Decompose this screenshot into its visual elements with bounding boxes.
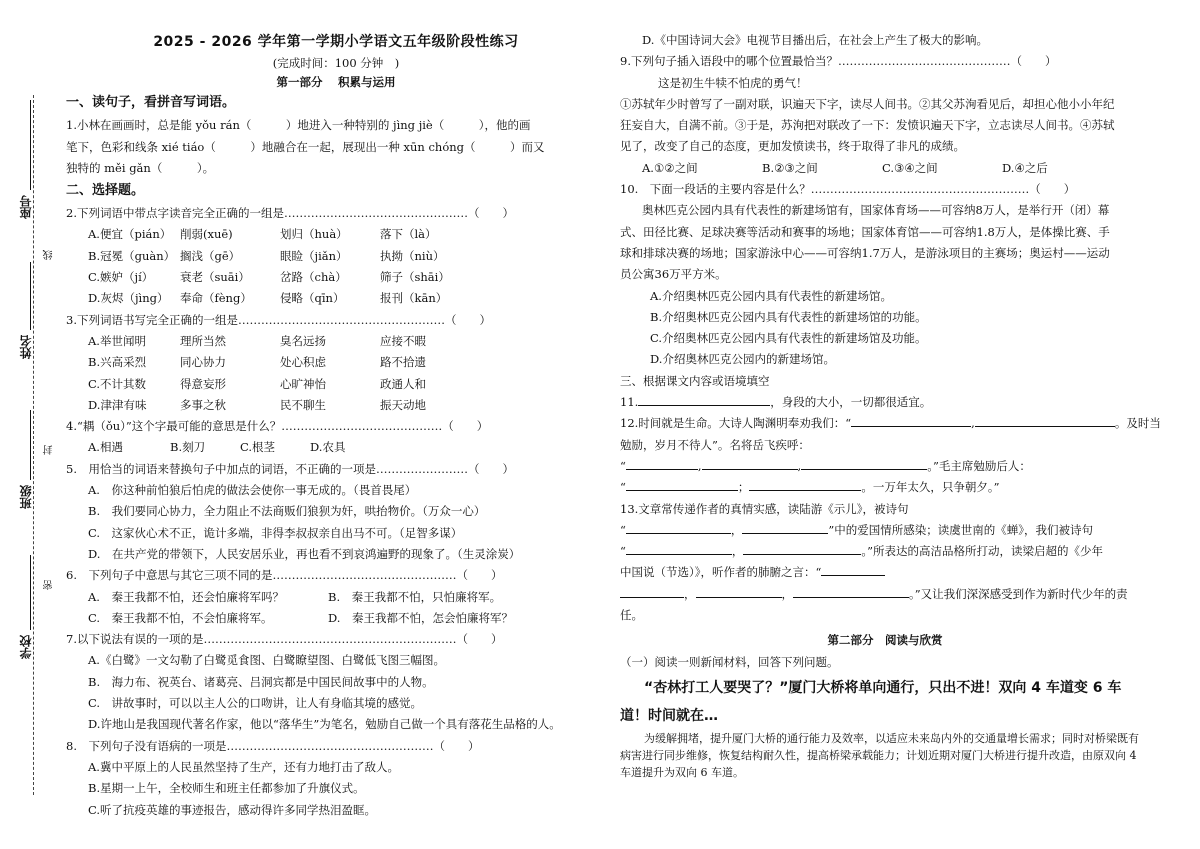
- section3-heading: 三、根据课文内容或语境填空: [620, 373, 770, 388]
- q12-line4: “ ； 。一万年太久，只争朝夕。”: [620, 480, 1000, 495]
- seat-field[interactable]: [30, 100, 32, 190]
- q12-blank-5[interactable]: [801, 457, 927, 470]
- q2-option-d[interactable]: D.灰烬（jìng） 奉命（fèng） 侵略（qīn） 报刊（kān）: [88, 291, 448, 306]
- q4-options[interactable]: A.相遇 B.刻刀 C.根茎 D.农具: [88, 440, 346, 455]
- q7-option-a[interactable]: A.《白鹭》一文勾勒了白鹭觅食图、白鹭瞭望图、白鹭低飞图三幅图。: [88, 653, 445, 668]
- school-label: 学校: [19, 635, 33, 659]
- part1-title: 第一部分 积累与运用: [276, 75, 396, 90]
- class-field[interactable]: [30, 410, 32, 480]
- q13-line6: 任。: [620, 608, 643, 623]
- q9-options[interactable]: A.①②之间 B.②③之间 C.③④之间 D.④之后: [642, 160, 1048, 175]
- q5-option-c[interactable]: C. 这家伙心术不正，诡计多端，非得李叔叔亲自出马不可。（足智多谋）: [88, 525, 463, 540]
- q2-option-c[interactable]: C.嫉妒（jí） 衰老（suāi） 岔路（chà） 筛子（shāi）: [88, 270, 450, 285]
- q9-stem: 9.下列句子插入语段中的哪个位置最恰当？………………………………………（ ）: [620, 54, 1057, 69]
- news-title-line2: 道！时间就在…: [620, 707, 718, 724]
- q8-option-c[interactable]: C.听了抗疫英雄的事迹报告，感动得许多同学热泪盈眶。: [88, 802, 377, 817]
- q13-line4: 中国说（节选）》，听作者的肺腑之言：“: [620, 562, 1150, 583]
- q13-blank-5[interactable]: [821, 563, 885, 576]
- q5-option-a[interactable]: A. 你这种前怕狼后怕虎的做法会使你一事无成的。（畏首畏尾）: [88, 483, 417, 498]
- q7-stem: 7.以下说法有误的一项的是…………………………………………………………（ ）: [66, 632, 503, 647]
- q10-para-4: 员公寓36万平方米。: [620, 267, 727, 282]
- seal-char-line: 线: [44, 250, 55, 260]
- seal-char-seal: 封: [44, 445, 55, 455]
- q3-option-c[interactable]: C.不计其数 得意妄形 心旷神怡 政通人和: [88, 376, 426, 391]
- section2-heading: 二、选择题。: [66, 183, 145, 199]
- q10-para-2: 式、田径比赛、足球决赛等活动和赛事的场地；国家体育馆——可容纳1.8万人，是体操比赛、手: [620, 224, 1110, 239]
- class-label: 班级: [19, 485, 33, 509]
- name-field[interactable]: [30, 262, 32, 330]
- q10-para-1: 奥林匹克公园内具有代表性的新建场馆有，国家体育场——可容纳8万人，是举行开（闭）幕: [642, 203, 1110, 218]
- name-label: 姓名: [19, 335, 33, 359]
- exam-time: (完成时间：100 分钟 ): [272, 56, 400, 71]
- q1-line1: 1.小林在画画时，总是能 yǒu rán（ ）地进入一种特别的 jìng jiè（ ），他的画: [66, 118, 531, 133]
- q7-option-b[interactable]: B. 海力布、祝英台、诸葛亮、吕洞宾都是中国民间故事中的人物。: [88, 674, 434, 689]
- q9-quote: 这是初生牛犊不怕虎的勇气！: [658, 75, 808, 90]
- q13-line2: “ ， ”中的爱国情所感染；读虞世南的《蝉》，我们被诗句: [620, 522, 1094, 537]
- q10-para-3: 球和排球决赛的场地；国家游泳中心——可容纳1.7万人，是游泳项目的主赛场；奥运村——运动: [620, 245, 1110, 260]
- q13-line5: ， ， 。”又让我们深深感受到作为新时代少年的责: [620, 584, 1150, 605]
- q12-line2: 勉励，岁月不待人”。名将岳飞疾呼：: [620, 437, 810, 452]
- q11: 11. ，身段的大小，一切都很适宜。: [620, 395, 932, 410]
- q12-blank-3[interactable]: [626, 457, 698, 470]
- q9-para-3: 见了，改变了自己的态度，更加发愤读书，终于取得了非凡的成绩。: [620, 139, 965, 154]
- q2-option-a[interactable]: A.便宜（pián） 削弱(xuē) 划归（huà） 落下（là）: [88, 227, 437, 242]
- q8-option-a[interactable]: A.冀中平原上的人民虽然坚持了生产，还有力地打击了敌人。: [88, 759, 399, 774]
- q13-line1: 13.文章常传递作者的真情实感，读陆游《示儿》，被诗句: [620, 501, 909, 516]
- q9-para-2: 狂妄自大，自满不前。③于是，苏洵把对联改了一下：发愤识遍天下字，立志读尽人间书。④苏轼: [620, 118, 1115, 133]
- q10-stem: 10. 下面一段话的主要内容是什么？…………………………………………………（ ）: [620, 182, 1076, 197]
- q13-blank-2[interactable]: [742, 521, 828, 534]
- q8-option-d[interactable]: D.《中国诗词大会》电视节目播出后，在社会上产生了极大的影响。: [642, 33, 988, 47]
- exam-title: 2025 - 2026 学年第一学期小学语文五年级阶段性练习: [153, 34, 519, 50]
- q3-option-b[interactable]: B.兴高采烈 同心协力 处心积虑 路不拾遗: [88, 355, 426, 370]
- q8-option-b[interactable]: B.星期一上午，全校师生和班主任都参加了升旗仪式。: [88, 781, 365, 796]
- q13-blank-8[interactable]: [793, 585, 909, 598]
- left-column: [66, 28, 606, 821]
- q13-blank-3[interactable]: [626, 542, 732, 555]
- q10-option-a[interactable]: A.介绍奥林匹克公园内具有代表性的新建场馆。: [650, 288, 892, 303]
- news-title-line1: “杏林打工人要哭了？”厦门大桥将单向通行，只出不进！双向 4 车道变 6 车: [644, 679, 1122, 696]
- q3-option-a[interactable]: A.举世闻明 理所当然 臭名远扬 应接不暇: [88, 333, 426, 348]
- q6-options-cd[interactable]: C. 秦王我都不怕，不会怕廉将军。 D. 秦王我都不怕，怎会怕廉将军？: [88, 610, 513, 625]
- q13-blank-7[interactable]: [696, 585, 782, 598]
- q2-stem: 2.下列词语中带点字读音完全正确的一组是…………………………………………（ ）: [66, 206, 514, 221]
- news-paragraph: 为缓解拥堵，提升厦门大桥的通行能力及效率，以适应未来岛内外的交通量增长需求；同时对桥梁既有病害进行同步维修，恢复结构耐久性，提高桥梁承载能力；计划近期对厦门大桥进行提升改造，由原双向 4 车道提升为双向 6 车道。: [620, 731, 1139, 779]
- q12-blank-6[interactable]: [626, 478, 738, 491]
- q13-blank-6[interactable]: [620, 585, 684, 598]
- q13-blank-1[interactable]: [626, 521, 731, 534]
- part2-title: 第二部分 阅读与欣赏: [827, 633, 943, 648]
- q7-option-c[interactable]: C. 讲故事时，可以以主人公的口吻讲，让人有身临其境的感觉。: [88, 696, 423, 711]
- q5-option-d[interactable]: D. 在共产党的带领下，人民安居乐业，再也看不到哀鸿遍野的现象了。（生灵涂炭）: [88, 546, 521, 561]
- q12-blank-4[interactable]: [702, 457, 798, 470]
- q13-blank-4[interactable]: [743, 542, 861, 555]
- q12-blank-1[interactable]: [851, 414, 971, 427]
- q1-line2: 笔下，色彩和线条 xié tiáo（ ）地融合在一起，展现出一种 xūn chóng（ ）而又: [66, 139, 545, 154]
- q12-line3: “ , , 。”毛主席勉励后人：: [620, 458, 1031, 473]
- q13-line3: “ ， 。”所表达的高洁品格所打动，读梁启超的《少年: [620, 544, 1104, 559]
- q3-option-d[interactable]: D.津津有味 多事之秋 民不聊生 振天动地: [88, 397, 426, 412]
- q7-option-d[interactable]: D.许地山是我国现代著名作家，他以“落华生”为笔名，勉励自己做一个具有落花生品格的人。: [88, 717, 561, 732]
- q12-blank-2[interactable]: [975, 414, 1115, 427]
- seat-label: 座号: [19, 195, 33, 219]
- q5-option-b[interactable]: B. 我们要同心协力，全力阻止不法商贩们狼狈为奸，哄抬物价。（万众一心）: [88, 504, 486, 519]
- q12-blank-7[interactable]: [749, 478, 861, 491]
- reading-heading: （一）阅读一则新闻材料，回答下列问题。: [620, 655, 839, 670]
- right-column: [620, 30, 1161, 781]
- q2-option-b[interactable]: B.冠冕（guàn） 搁浅（gē） 眼睑（jiǎn） 执拗（niù）: [88, 248, 445, 263]
- q9-para-1: ①苏轼年少时曾写了一副对联，识遍天下字，读尽人间书。②其父苏洵看见后，却担心他小小年纪: [620, 96, 1115, 111]
- q11-blank[interactable]: [638, 393, 770, 406]
- q1-line3: 独特的 měi gǎn（ ）。: [66, 160, 215, 175]
- q10-option-b[interactable]: B.介绍奥林匹克公园内具有代表性的新建场馆的功能。: [650, 309, 927, 324]
- binding-margin: [0, 0, 70, 849]
- q12-line1: 12.时间就是生命。大诗人陶渊明奉劝我们：“ , 。及时当: [620, 416, 1161, 431]
- q10-option-d[interactable]: D.介绍奥林匹克公园内的新建场馆。: [650, 352, 835, 367]
- q5-stem: 5. 用恰当的词语来替换句子中加点的词语，不正确的一项是……………………（ ）: [66, 461, 514, 476]
- q4-stem: 4.“耦（ǒu）”这个字最可能的意思是什么？……………………………………（ ）: [66, 419, 489, 434]
- q3-stem: 3.下列词语书写完全正确的一组是………………………………………………（ ）: [66, 312, 491, 327]
- section1-heading: 一、读句子，看拼音写词语。: [66, 95, 236, 111]
- school-field[interactable]: [30, 555, 32, 630]
- q10-option-c[interactable]: C.介绍奥林匹克公园内具有代表性的新建场馆及功能。: [650, 331, 927, 346]
- seal-char-secret: 密: [44, 580, 55, 590]
- q6-stem: 6. 下列句子中意思与其它三项不同的是…………………………………………（ ）: [66, 568, 503, 583]
- q8-stem: 8. 下列句子没有语病的一项是………………………………………………（ ）: [66, 738, 480, 753]
- q6-options-ab[interactable]: A. 秦王我都不怕，还会怕廉将军吗？ B. 秦王我都不怕，只怕廉将军。: [88, 589, 502, 604]
